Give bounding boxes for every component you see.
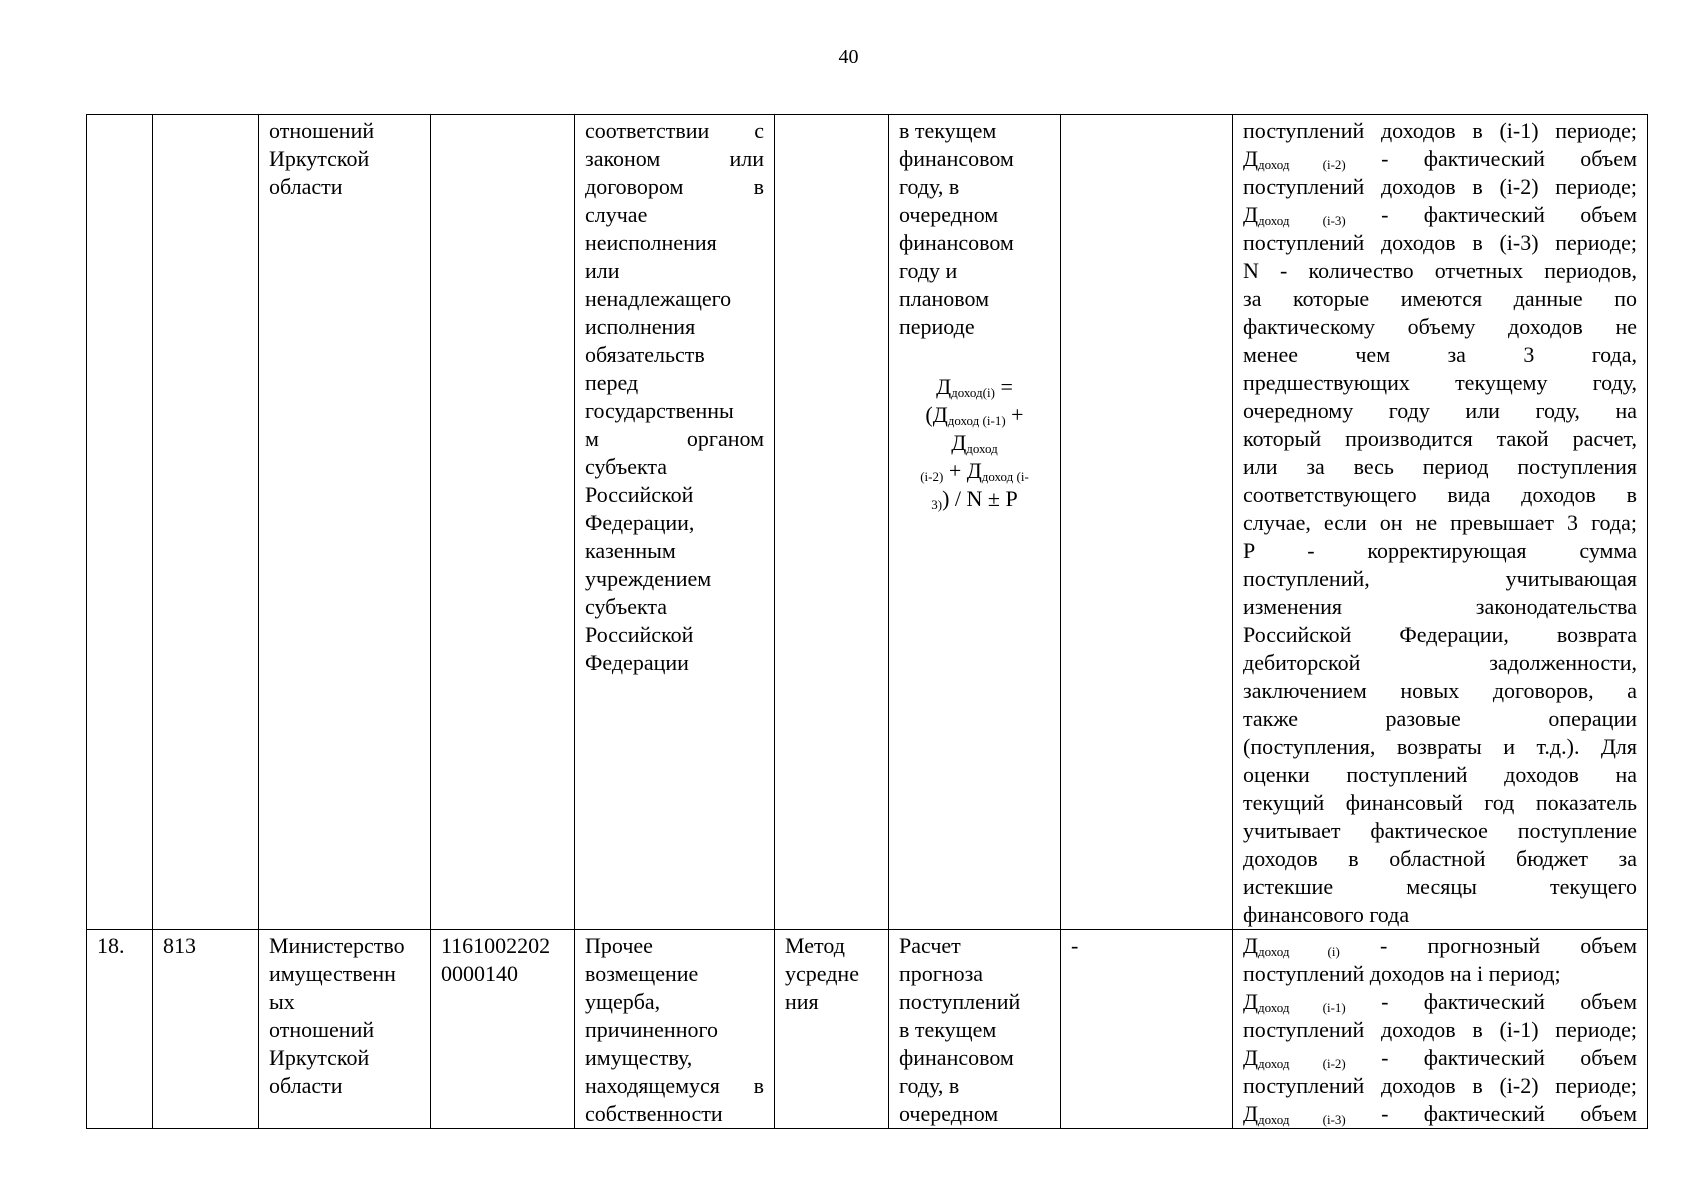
formula-subscript: доход (i-2) — [1258, 157, 1346, 172]
description-line — [1243, 677, 1637, 705]
text-line: возмещение — [585, 961, 699, 986]
text-line: имущественн — [269, 961, 396, 986]
formula-symbol: Д — [1243, 989, 1259, 1014]
description-line — [1243, 733, 1637, 761]
text-line: случае — [585, 202, 648, 227]
algorithm-cell — [889, 115, 1061, 930]
description-line — [1243, 932, 1637, 960]
description-text: оценки поступлений доходов на — [1243, 762, 1637, 787]
description-line — [1243, 845, 1637, 873]
formula-subscript: доход(i) — [951, 385, 995, 400]
description-text: изменения законодательства — [1243, 594, 1637, 619]
description-text: Российской Федерации, возврата — [1243, 622, 1637, 647]
formula-symbol: Д — [1243, 146, 1259, 171]
text-line: договором в — [585, 174, 764, 199]
text-line: находящемуся в — [585, 1073, 764, 1098]
text-line: ущерба, — [585, 989, 661, 1014]
text-line: финансовом — [899, 1045, 1014, 1070]
description-line — [1243, 341, 1637, 369]
description-text: (поступления, возвраты и т.д.). Для — [1243, 734, 1637, 759]
description-text: который производится такой расчет, — [1243, 426, 1637, 451]
description-line — [1243, 313, 1637, 341]
description-text: поступлений доходов в (i-1) периоде; — [1243, 1017, 1637, 1042]
description-text: - фактический объем — [1345, 202, 1637, 227]
description-text: поступлений доходов в (i-3) периоде; — [1243, 230, 1637, 255]
text-line: в текущем — [899, 118, 997, 143]
method-cell — [775, 115, 889, 930]
description-text: учитывает фактическое поступление — [1243, 818, 1637, 843]
description-text: P - корректирующая сумма — [1243, 538, 1637, 563]
formula-operator: = — [994, 374, 1013, 399]
text-line: обязательств — [585, 342, 705, 367]
text-line: имуществу, — [585, 1045, 693, 1070]
description-text: истекшие месяцы текущего — [1243, 874, 1637, 899]
formula-subscript: доход (i) — [1258, 944, 1340, 959]
description-line — [1243, 1100, 1637, 1128]
description-line — [1243, 117, 1637, 145]
text-line: финансовом — [899, 230, 1014, 255]
description-line — [1243, 817, 1637, 845]
revenue-name-cell — [575, 930, 775, 1129]
description-line — [1243, 621, 1637, 649]
text-line: году, в — [899, 174, 960, 199]
text-line: в текущем — [899, 1017, 997, 1042]
text-line: ния — [785, 989, 819, 1014]
text-line: собственности — [585, 1101, 723, 1126]
text-line: поступлений — [899, 989, 1021, 1014]
description-text: или за весь период поступления — [1243, 454, 1637, 479]
text-line: отношений — [269, 118, 375, 143]
text-line: Иркутской — [269, 146, 370, 171]
text-line: Министерство — [269, 933, 405, 958]
description-text: - фактический объем — [1345, 989, 1637, 1014]
text-line: м органом — [585, 426, 764, 451]
formula-subscript: доход (i- — [981, 469, 1029, 484]
description-line — [1243, 761, 1637, 789]
description-line — [1243, 988, 1637, 1016]
description-text: поступлений доходов в (i-2) периоде; — [1243, 174, 1637, 199]
text-line: Федерации — [585, 650, 689, 675]
description-text: - прогнозный объем — [1339, 933, 1638, 958]
text-line: области — [269, 1073, 343, 1098]
description-line — [1243, 453, 1637, 481]
description-line — [1243, 593, 1637, 621]
text-line: прогноза — [899, 961, 984, 986]
formula-symbol: Д — [936, 374, 952, 399]
formula-subscript: доход (i-3) — [1258, 213, 1346, 228]
description-text: поступлений доходов в (i-2) периоде; — [1243, 1073, 1637, 1098]
administrator-cell — [259, 115, 431, 930]
formula-subscript: 3) — [931, 497, 943, 512]
description-text: менее чем за 3 года, — [1243, 342, 1637, 367]
text-line: ых — [269, 989, 295, 1014]
text-line: исполнения — [585, 314, 696, 339]
text-line: государственны — [585, 398, 734, 423]
description-text: соответствующего вида доходов в — [1243, 482, 1637, 507]
description-line — [1243, 201, 1637, 229]
description-line — [1243, 1016, 1637, 1044]
text-line: 0000140 — [441, 961, 518, 986]
description-text: также разовые операции — [1243, 706, 1637, 731]
formula-symbol: Д — [1243, 1045, 1259, 1070]
text-line: периоде — [899, 314, 975, 339]
description-text: текущий финансовый год показатель — [1243, 790, 1637, 815]
formula-symbol: Д — [1243, 1101, 1259, 1126]
description-line — [1243, 960, 1637, 988]
text-line: отношений — [269, 1017, 375, 1042]
formula-symbol: Д — [1243, 202, 1259, 227]
description-text: дебиторской задолженности, — [1243, 650, 1637, 675]
formula-subscript: доход (i-1) — [947, 413, 1006, 428]
description-line — [1243, 873, 1637, 901]
row-number-cell — [87, 115, 153, 930]
description-text: заключением новых договоров, а — [1243, 678, 1637, 703]
description-line — [1243, 705, 1637, 733]
method-cell — [775, 930, 889, 1129]
description-line — [1243, 649, 1637, 677]
description-line — [1243, 257, 1637, 285]
description-text: - фактический объем — [1345, 1045, 1637, 1070]
other-cell: - — [1061, 930, 1233, 1129]
description-line — [1243, 173, 1637, 201]
text-line: плановом — [899, 286, 990, 311]
revenue-name-cell — [575, 115, 775, 930]
text-line: Прочее — [585, 933, 653, 958]
description-line — [1243, 1072, 1637, 1100]
description-text: предшествующих текущему году, — [1243, 370, 1637, 395]
description-text: очередному году или году, на — [1243, 398, 1637, 423]
table-row — [87, 115, 1648, 930]
description-line — [1243, 285, 1637, 313]
description-line — [1243, 509, 1637, 537]
formula-subscript: доход (i-3) — [1258, 1112, 1346, 1127]
text-line: Иркутской — [269, 1045, 370, 1070]
description-text: случае, если он не превышает 3 года; — [1243, 510, 1637, 535]
description-line — [1243, 145, 1637, 173]
description-line — [1243, 537, 1637, 565]
description-text: - фактический объем — [1345, 1101, 1637, 1126]
text-line: или — [585, 258, 620, 283]
row-number-cell: 18. — [87, 930, 153, 1129]
revenue-forecast-table — [86, 114, 1648, 1129]
text-line: очередном — [899, 202, 999, 227]
description-line — [1243, 369, 1637, 397]
text-line: Метод — [785, 933, 845, 958]
forecast-formula — [899, 373, 1050, 513]
description-line — [1243, 425, 1637, 453]
formula-operator: + — [1005, 402, 1024, 427]
table-row — [87, 930, 1648, 1129]
description-text: доходов в областной бюджет за — [1243, 846, 1637, 871]
description-line — [1243, 481, 1637, 509]
page-number: 40 — [838, 46, 859, 68]
text-line: Российской — [585, 622, 694, 647]
formula-symbol: (Д — [925, 402, 948, 427]
text-line: году и — [899, 258, 958, 283]
description-cell — [1233, 115, 1648, 930]
description-line — [1243, 901, 1637, 929]
description-text: поступлений доходов в (i-1) периоде; — [1243, 118, 1637, 143]
text-line: Российской — [585, 482, 694, 507]
text-line: законом или — [585, 146, 764, 171]
description-text: фактическому объему доходов не — [1243, 314, 1637, 339]
kbk-cell — [431, 930, 575, 1129]
formula-symbol: ) / N ± P — [942, 486, 1018, 511]
description-text: N - количество отчетных периодов, — [1243, 258, 1637, 283]
formula-subscript: доход (i-1) — [1258, 1000, 1346, 1015]
description-line — [1243, 789, 1637, 817]
formula-subscript: доход — [966, 441, 998, 456]
description-text: поступлений, учитывающая — [1243, 566, 1637, 591]
formula-symbol: Д — [1243, 933, 1259, 958]
formula-subscript: доход (i-2) — [1258, 1056, 1346, 1071]
kbk-cell — [431, 115, 575, 930]
text-line: Расчет — [899, 933, 961, 958]
description-line — [1243, 1044, 1637, 1072]
formula-subscript: (i-2) — [920, 469, 944, 484]
description-text: финансового года — [1243, 902, 1410, 927]
text-line: Федерации, — [585, 510, 695, 535]
text-line: субъекта — [585, 454, 668, 479]
admin-code-cell: 813 — [153, 930, 259, 1129]
text-line: ненадлежащего — [585, 286, 732, 311]
text-line: причиненного — [585, 1017, 718, 1042]
text-line: субъекта — [585, 594, 668, 619]
description-line — [1243, 565, 1637, 593]
description-cell — [1233, 930, 1648, 1129]
description-line — [1243, 397, 1637, 425]
text-line: области — [269, 174, 343, 199]
description-text: - фактический объем — [1345, 146, 1637, 171]
text-line: очередном — [899, 1101, 999, 1126]
algorithm-cell — [889, 930, 1061, 1129]
formula-symbol: Д — [951, 430, 967, 455]
description-text: поступлений доходов на i период; — [1243, 961, 1561, 986]
formula-symbol: + Д — [943, 458, 982, 483]
admin-code-cell — [153, 115, 259, 930]
text-line: усредне — [785, 961, 859, 986]
description-text: за которые имеются данные по — [1243, 286, 1637, 311]
text-line: перед — [585, 370, 639, 395]
administrator-cell — [259, 930, 431, 1129]
other-cell — [1061, 115, 1233, 930]
text-line: соответствии с — [585, 118, 764, 143]
text-line: году, в — [899, 1073, 960, 1098]
text-line: казенным — [585, 538, 676, 563]
text-line: 1161002202 — [441, 933, 551, 958]
text-line: неисполнения — [585, 230, 717, 255]
text-line: финансовом — [899, 146, 1014, 171]
text-line: учреждением — [585, 566, 712, 591]
description-line — [1243, 229, 1637, 257]
